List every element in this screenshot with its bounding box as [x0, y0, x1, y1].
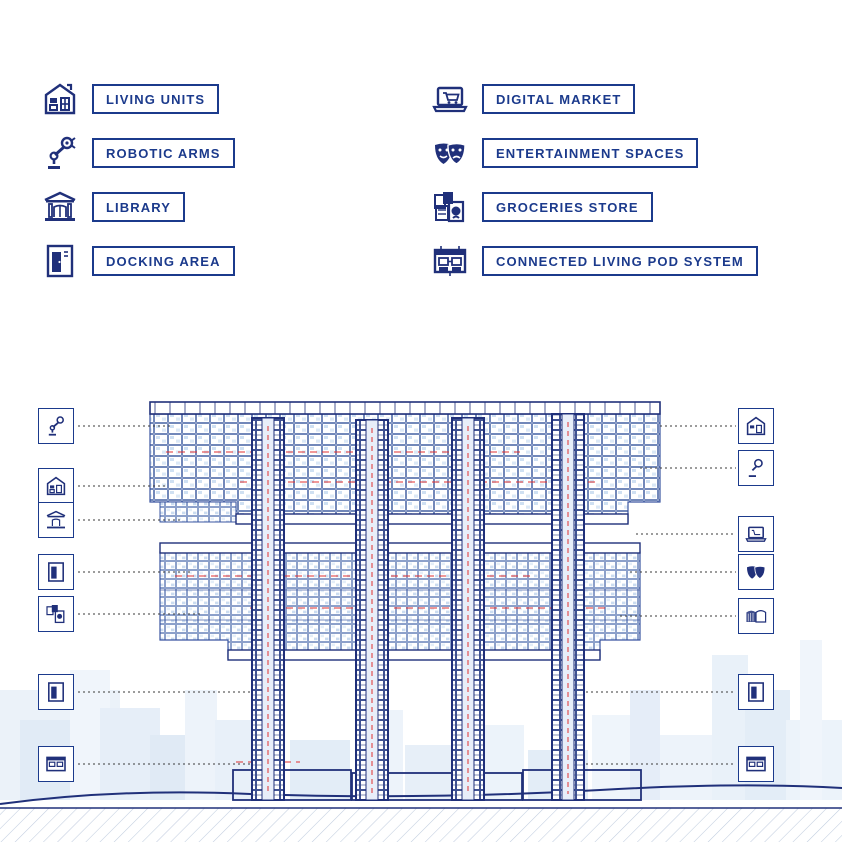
connected-pod-system-icon — [428, 239, 472, 283]
groceries-store-icon — [44, 602, 68, 626]
library-icon — [38, 185, 82, 229]
callout-left-docking-area-lower — [38, 674, 74, 710]
living-units-icon — [44, 474, 68, 498]
legend-item-living-units — [38, 72, 235, 126]
legend-column-right — [428, 72, 758, 288]
groceries-store-icon — [428, 185, 472, 229]
library-icon — [44, 508, 68, 532]
callout-right-living-units — [738, 408, 774, 444]
callout-right-entertainment-spaces — [738, 554, 774, 590]
legend-label-entertainment-spaces: ENTERTAINMENT SPACES — [482, 138, 698, 168]
legend-label-docking-area: DOCKING AREA — [92, 246, 235, 276]
robotic-arm-icon — [38, 131, 82, 175]
entertainment-masks-icon — [744, 560, 768, 584]
entertainment-masks-icon — [744, 604, 768, 628]
legend-label-library: LIBRARY — [92, 192, 185, 222]
legend-label-connected-living-pod-system: CONNECTED LIVING POD SYSTEM — [482, 246, 758, 276]
living-units-icon — [744, 414, 768, 438]
legend-item-groceries-store — [428, 180, 758, 234]
docking-area-icon — [38, 239, 82, 283]
callout-right-robotic-arm — [738, 450, 774, 486]
digital-market-icon — [744, 522, 768, 546]
callout-right-docking-area — [738, 674, 774, 710]
city-skyline-backdrop — [0, 640, 842, 800]
legend-column-left — [38, 72, 235, 288]
ground-hatch — [0, 808, 842, 842]
legend-label-digital-market: DIGITAL MARKET — [482, 84, 635, 114]
legend-item-entertainment-spaces — [428, 126, 758, 180]
connected-pod-system-icon — [44, 752, 68, 776]
docking-area-icon — [44, 680, 68, 704]
callout-right-digital-market — [738, 516, 774, 552]
callout-right-entertainment-spaces-lower — [738, 598, 774, 634]
docking-area-icon — [44, 560, 68, 584]
legend-item-connected-living-pod-system — [428, 234, 758, 288]
legend-item-docking-area — [38, 234, 235, 288]
callout-left-living-units — [38, 468, 74, 504]
legend-item-library — [38, 180, 235, 234]
entertainment-masks-icon — [428, 131, 472, 175]
digital-market-icon — [428, 77, 472, 121]
legend-label-groceries-store: GROCERIES STORE — [482, 192, 653, 222]
callout-left-library — [38, 502, 74, 538]
building-section-drawing — [0, 390, 842, 842]
legend-item-digital-market — [428, 72, 758, 126]
section-svg — [0, 390, 842, 842]
docking-area-icon — [744, 680, 768, 704]
callout-left-docking-area — [38, 554, 74, 590]
robotic-arm-icon — [744, 456, 768, 480]
callout-left-connected-pod-system — [38, 746, 74, 782]
callout-left-groceries-store — [38, 596, 74, 632]
legend-item-robotic-arms — [38, 126, 235, 180]
connected-pod-system-icon — [744, 752, 768, 776]
legend — [0, 72, 842, 302]
callout-right-connected-pod-system — [738, 746, 774, 782]
robotic-arm-icon — [44, 414, 68, 438]
legend-label-living-units: LIVING UNITS — [92, 84, 219, 114]
callout-left-robotic-arm — [38, 408, 74, 444]
living-units-icon — [38, 77, 82, 121]
legend-label-robotic-arms: ROBOTIC ARMS — [92, 138, 235, 168]
